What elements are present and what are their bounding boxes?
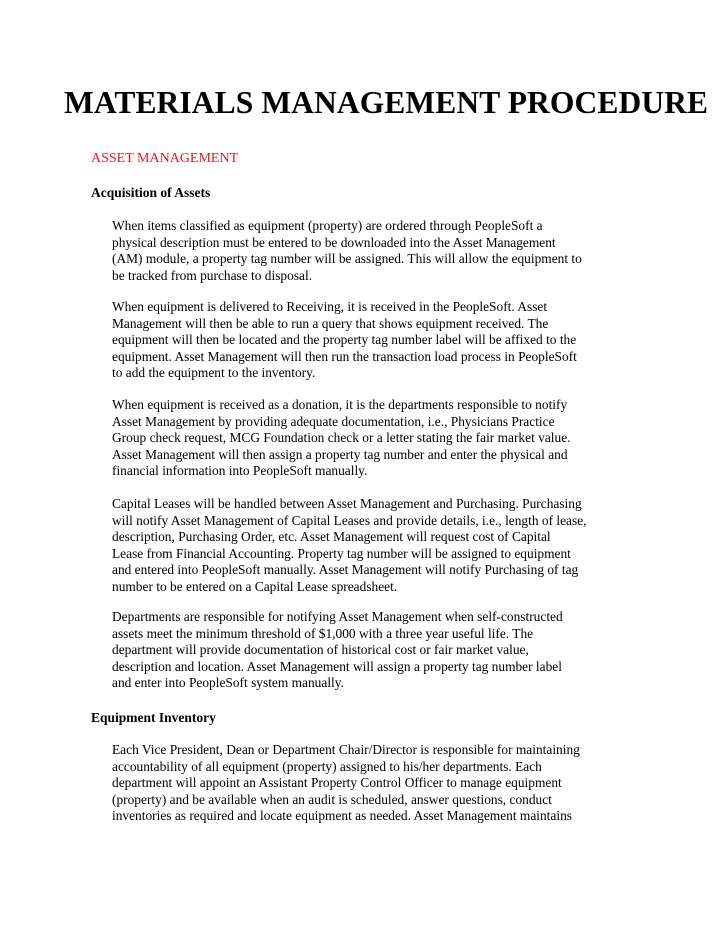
text-line: physical description must be entered to be downloaded into the Asset Management (112, 234, 556, 250)
document-title: MATERIALS MANAGEMENT PROCEDURE (64, 85, 709, 120)
text-line: Group check request, MCG Foundation check or a letter stating the fair market value. (112, 430, 571, 446)
text-line: Asset Management will then assign a property tag number and enter the physical and (112, 446, 568, 462)
text-line: to add the equipment to the inventory. (112, 365, 316, 381)
paragraph-acquisition-5 (112, 609, 632, 692)
paragraph-acquisition-2 (112, 299, 632, 382)
text-line: department will provide documentation of historical cost or fair market value, (112, 642, 529, 658)
text-line: accountability of all equipment (property) assigned to his/her departments. Each (112, 758, 542, 774)
text-line: equipment will then be located and the property tag number label will be affixed to the (112, 332, 577, 348)
paragraph-acquisition-4 (112, 496, 632, 596)
text-line: be tracked from purchase to disposal. (112, 267, 313, 283)
subheading-acquisition-of-assets: Acquisition of Assets (91, 185, 211, 200)
text-line: Capital Leases will be handled between Asset Management and Purchasing. Purchasing (112, 496, 582, 511)
text-line: and entered into PeopleSoft manually. Asset Management will notify Purchasing of tag (112, 562, 579, 578)
text-line: department will appoint an Assistant Property Control Officer to manage equipment (112, 775, 562, 791)
text-line: Each Vice President, Dean or Department Chair/Director is responsible for maintaining (112, 742, 580, 757)
paragraph-acquisition-3 (112, 397, 632, 480)
text-line: assets meet the minimum threshold of $1,000 with a three year useful life. The (112, 625, 534, 641)
text-line: (AM) module, a property tag number will be assigned. This will allow the equipment to (112, 251, 582, 267)
text-line: Lease from Financial Accounting. Property tag number will be assigned to equipment (112, 545, 571, 561)
text-line: When equipment is received as a donation, it is the departments responsible to notify (112, 397, 568, 412)
subheading-equipment-inventory: Equipment Inventory (91, 710, 216, 725)
text-line: number to be entered on a Capital Lease spreadsheet. (112, 578, 398, 594)
text-line: description and location. Asset Management will assign a property tag number label (112, 658, 562, 674)
text-line: and enter into PeopleSoft system manually. (112, 675, 344, 691)
text-line: description, Purchasing Order, etc. Asset Management will request cost of Capital (112, 529, 551, 545)
text-line: inventories as required and locate equipment as needed. Asset Management maintains (112, 808, 572, 824)
text-line: When equipment is delivered to Receiving, it is received in the PeopleSoft. Asset (112, 299, 548, 314)
text-line: equipment. Asset Management will then run the transaction load process in PeopleSoft (112, 348, 577, 364)
text-line: will notify Asset Management of Capital Leases and provide details, i.e., length of lease, (112, 512, 587, 528)
text-line: Management will then be able to run a query that shows equipment received. The (112, 315, 549, 331)
text-line: financial information into PeopleSoft manually. (112, 463, 368, 479)
text-line: (property) and be available when an audit is scheduled, answer questions, conduct (112, 791, 552, 807)
text-line: Asset Management by providing adequate documentation, i.e., Physicians Practice (112, 413, 555, 429)
text-line: When items classified as equipment (property) are ordered through PeopleSoft a (112, 218, 543, 233)
section-label-asset-management: ASSET MANAGEMENT (91, 151, 239, 166)
text-line: Departments are responsible for notifying Asset Management when self-constructed (112, 609, 563, 624)
paragraph-acquisition-1 (112, 218, 632, 284)
paragraph-inventory-1 (112, 742, 632, 825)
